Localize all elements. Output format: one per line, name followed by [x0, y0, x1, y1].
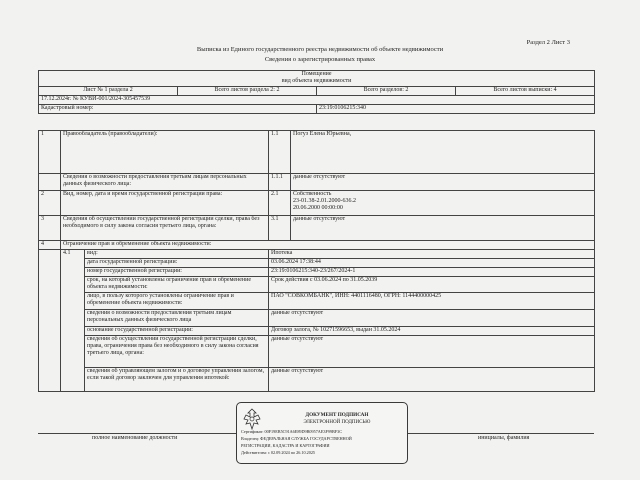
- row-subnumber: 2.1: [269, 191, 291, 216]
- document-title: Выписка из Единого государственного реестра недвижимости об объекте недвижимости: [196, 46, 444, 53]
- enc-label: номер государственной регистрации:: [85, 268, 269, 277]
- stamp-validity: Действителен: с 02.09.2024 по 26.10.2025: [241, 450, 316, 455]
- cadastral-label: Кадастровый номер:: [39, 105, 317, 114]
- enc-label: сведения о возможности предоставления третьим лицам персональных данных физического лица: [85, 310, 269, 327]
- table-row: [39, 277, 595, 293]
- row-value-cell: [291, 191, 595, 216]
- sheet-number: Лист № 1 раздела 2: [39, 87, 178, 96]
- enc-value: данные отсутствуют: [269, 310, 595, 327]
- enc-value: 23:19:0106215:340-23/267/2024-1: [269, 268, 595, 277]
- stamp-owner: Владелец: ФЕДЕРАЛЬНАЯ СЛУЖБА ГОСУДАРСТВЕННОЙ: [241, 436, 352, 441]
- right-reg-number: 23-01.38-2.01.2000-636.2: [293, 198, 356, 204]
- stamp-owner-2: РЕГИСТРАЦИИ, КАДАСТРА И КАРТОГРАФИИ: [241, 443, 330, 448]
- sections-total: Всего разделов: 2: [317, 87, 456, 96]
- enc-label: лицо, в пользу которого установлены ограничение прав и обременение объекта недвижимости:: [85, 293, 269, 310]
- right-reg-date: 20.06.2000 00:00:00: [293, 205, 343, 211]
- table-row: [39, 268, 595, 277]
- enc-value: Договор залога, № 10271596653, выдан 31.05.2024: [269, 327, 595, 336]
- table-row: [39, 191, 595, 216]
- table-row: [39, 368, 595, 392]
- enc-label: основание государственной регистрации:: [85, 327, 269, 336]
- extract-date-number: 17.12.2024г. № КУВИ-001/2024-305457539: [39, 96, 595, 105]
- stamp-subtitle: ЭЛЕКТРОННОЙ ПОДПИСЬЮ: [303, 420, 371, 425]
- enc-label: вид:: [85, 250, 269, 259]
- object-name-cell: [39, 71, 595, 87]
- document-subtitle: Сведения о зарегистрированных правах: [264, 56, 376, 63]
- empty-cell: [39, 250, 61, 392]
- enc-label: срок, на который установлены ограничение прав и обременение объекта недвижимости:: [85, 277, 269, 293]
- row-value: данные отсутствуют: [291, 216, 595, 241]
- object-kind-label: вид объекта недвижимости: [281, 78, 352, 84]
- stamp-certificate: Сертификат: 00F19EB5C91A6E89D9B0957AE3F99BF3C: [241, 429, 343, 434]
- row-number: 1: [39, 131, 61, 174]
- enc-value: 03.06.2024 17:38:44: [269, 259, 595, 268]
- signature-line-left: [38, 433, 236, 434]
- table-row: [39, 336, 595, 368]
- object-name: Помещение: [301, 71, 332, 77]
- encumbrance-subnumber: 4.1: [61, 250, 85, 392]
- row-number: 3: [39, 216, 61, 241]
- enc-value: данные отсутствуют: [269, 336, 595, 368]
- right-type: Собственность: [293, 191, 332, 197]
- enc-value: Ипотека: [269, 250, 595, 259]
- enc-value: данные отсутствуют: [269, 368, 595, 392]
- name-label: инициалы, фамилия: [478, 435, 530, 441]
- table-row: [39, 250, 595, 259]
- table-row: [39, 241, 595, 250]
- row-subnumber: 1.1.1: [269, 174, 291, 191]
- sheets-total: Всего листов выписки: 4: [456, 87, 595, 96]
- sheets-in-section: Всего листов раздела 2: 2: [178, 87, 317, 96]
- row-value: Погуз Елена Юрьевна,: [291, 131, 595, 174]
- row-number: 2: [39, 191, 61, 216]
- object-info-table: [38, 70, 595, 114]
- enc-value: Срок действия с 03.06.2024 по 31.05.2039: [269, 277, 595, 293]
- position-label: полное наименование должности: [92, 435, 178, 441]
- table-row: [39, 216, 595, 241]
- page-info: Раздел 2 Лист 3: [526, 39, 570, 46]
- stamp-title: ДОКУМЕНТ ПОДПИСАН: [305, 412, 369, 418]
- enc-label: сведения об управляющем залогом и о договоре управления залогом, если такой договор заключен для управления ипотекой:: [85, 368, 269, 392]
- rights-table: [38, 130, 595, 392]
- row-subnumber: 3.1: [269, 216, 291, 241]
- table-row: [39, 293, 595, 310]
- table-row: [39, 174, 595, 191]
- table-row: [39, 310, 595, 327]
- table-row: [39, 259, 595, 268]
- enc-value: ПАО "СОВКОМБАНК", ИНН: 4401116480, ОГРН: 1144400000425: [269, 293, 595, 310]
- row-label: Правообладатель (правообладатели):: [61, 131, 269, 174]
- table-row: [39, 327, 595, 336]
- row-label: Сведения о возможности предоставления третьим лицам персональных данных физического лица:: [61, 174, 269, 191]
- row-number: [39, 174, 61, 191]
- table-row: [39, 131, 595, 174]
- enc-label: сведения об осуществлении государственной регистрации сделки, права, ограничения права без необходимого в силу закона согласия третьего лица, органа:: [85, 336, 269, 368]
- cadastral-number: 23:19:0106215:340: [317, 105, 595, 114]
- row-label: Сведения об осуществлении государственной регистрации сделки, права без необходимого в силу закона согласия третьего лица, органа:: [61, 216, 269, 241]
- row-number: 4: [39, 241, 61, 250]
- row-value: данные отсутствуют: [291, 174, 595, 191]
- row-subnumber: 1.1: [269, 131, 291, 174]
- row-label: Вид, номер, дата и время государственной регистрации права:: [61, 191, 269, 216]
- enc-label: дата государственной регистрации:: [85, 259, 269, 268]
- e-signature-stamp: [236, 402, 408, 464]
- signature-line-right: [406, 433, 594, 434]
- encumbrance-label: Ограничение прав и обременение объекта недвижимости:: [61, 241, 595, 250]
